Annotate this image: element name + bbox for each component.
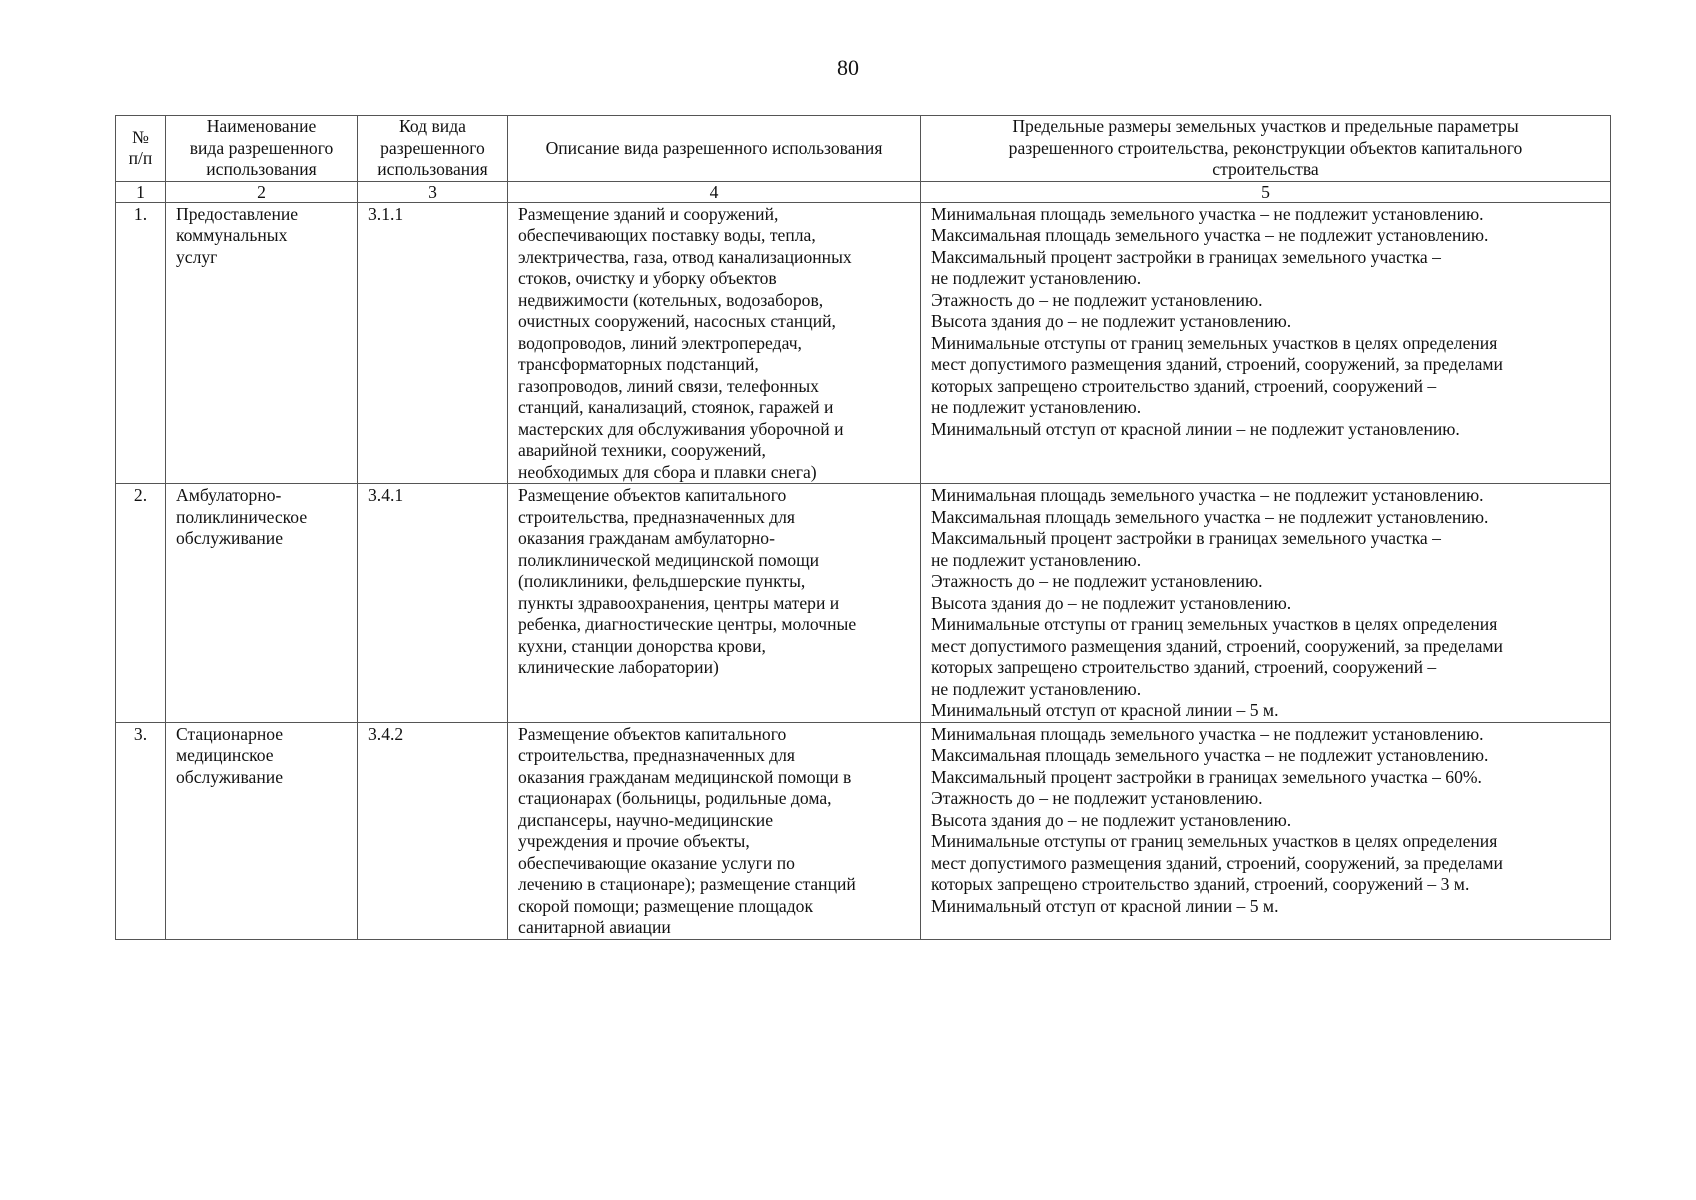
text-line: учреждения и прочие объекты, [518, 831, 750, 851]
text-line: станций, канализаций, стоянок, гаражей и [518, 397, 834, 417]
text-line: строительства [1212, 159, 1319, 179]
usage-code: 3.1.1 [358, 202, 508, 484]
text-line: которых запрещено строительство зданий, строений, сооружений – 3 м. [931, 874, 1470, 894]
text-line: стоков, очистку и уборку объектов [518, 268, 777, 288]
text-line: вида разрешенного [189, 137, 334, 158]
text-line: разрешенного [380, 137, 485, 158]
text-line: трансформаторных подстанций, [518, 354, 759, 374]
text-line: Размещение объектов капитального [518, 723, 787, 744]
text-line: санитарной авиации [518, 917, 671, 937]
text-line: мест допустимого размещения зданий, строений, сооружений, за пределами [931, 354, 1503, 374]
column-number: 4 [508, 181, 921, 202]
text-line: недвижимости (котельных, водозаборов, [518, 289, 824, 310]
text-line: Минимальный отступ от красной линии – 5 м. [931, 895, 1279, 916]
text-line: необходимых для сбора и плавки снега) [518, 461, 817, 482]
text-line: использования [206, 159, 317, 179]
table-row [116, 202, 1611, 484]
usage-limits [921, 484, 1611, 723]
text-line: использования [377, 159, 488, 179]
row-number: 1. [116, 202, 166, 484]
text-line: которых запрещено строительство зданий, строений, сооружений – [931, 657, 1437, 677]
text-line: скорой помощи; размещение площадок [518, 895, 814, 916]
text-line: обеспечивающих поставку воды, тепла, [518, 225, 816, 245]
usage-code: 3.4.1 [358, 484, 508, 723]
text-line: Стационарное [176, 723, 284, 744]
text-line: Максимальный процент застройки в границах земельного участка – 60%. [931, 766, 1482, 787]
text-line: Предельные размеры земельных участков и предельные параметры [1012, 116, 1519, 136]
text-line: Размещение зданий и сооружений, [518, 203, 779, 224]
text-line: оказания гражданам амбулаторно- [518, 528, 775, 548]
text-line: Наименование [206, 116, 317, 136]
column-number: 3 [358, 181, 508, 202]
text-line: медицинское [176, 745, 274, 765]
text-line: услуг [176, 246, 218, 267]
text-line: лечению в стационаре); размещение станций [518, 874, 856, 894]
usage-description [508, 722, 921, 939]
text-line: Максимальный процент застройки в границах земельного участка – [931, 528, 1441, 548]
text-line: разрешенного строительства, реконструкции объектов капитального [1008, 137, 1523, 158]
text-line: Минимальные отступы от границ земельных участков в целях определения [931, 332, 1498, 353]
text-line: № [132, 126, 149, 147]
text-line: Высота здания до – не подлежит установлению. [931, 809, 1292, 830]
text-line: (поликлиники, фельдшерские пункты, [518, 571, 806, 591]
text-line: поликлиническое [176, 506, 308, 527]
usage-description [508, 202, 921, 484]
text-line: Описание вида разрешенного использования [545, 137, 883, 158]
usage-name [166, 484, 358, 723]
text-line: Этажность до – не подлежит установлению. [931, 788, 1263, 808]
text-line: Высота здания до – не подлежит установлению. [931, 592, 1292, 613]
text-line: Максимальная площадь земельного участка – не подлежит установлению. [931, 745, 1489, 765]
text-line: Минимальный отступ от красной линии – не подлежит установлению. [931, 418, 1460, 439]
text-line: оказания гражданам медицинской помощи в [518, 766, 852, 787]
usage-name [166, 202, 358, 484]
usage-name [166, 722, 358, 939]
text-line: п/п [128, 148, 153, 169]
text-line: мастерских для обслуживания уборочной и [518, 418, 844, 439]
text-line: стационарах (больницы, родильные дома, [518, 788, 832, 808]
column-number: 1 [116, 181, 166, 202]
text-line: Минимальная площадь земельного участка – не подлежит установлению. [931, 723, 1484, 744]
text-line: Минимальный отступ от красной линии – 5 м. [931, 700, 1279, 720]
text-line: которых запрещено строительство зданий, строений, сооружений – [931, 375, 1437, 396]
header-usage-description [508, 116, 921, 182]
text-line: обслуживание [176, 766, 283, 787]
header-row [116, 116, 1611, 182]
header-limits [921, 116, 1611, 182]
text-line: электричества, газа, отвод канализационных [518, 246, 852, 267]
text-line: мест допустимого размещения зданий, строений, сооружений, за пределами [931, 852, 1503, 873]
text-line: аварийной техники, сооружений, [518, 440, 766, 460]
text-line: Минимальные отступы от границ земельных участков в целях определения [931, 831, 1498, 851]
text-line: Максимальный процент застройки в границах земельного участка – [931, 246, 1441, 267]
text-line: Этажность до – не подлежит установлению. [931, 571, 1263, 591]
column-number-row [116, 181, 1611, 202]
text-line: клинические лаборатории) [518, 657, 719, 677]
text-line: поликлинической медицинской помощи [518, 549, 820, 570]
text-line: Максимальная площадь земельного участка – не подлежит установлению. [931, 506, 1489, 527]
page-number: 80 [837, 55, 859, 80]
text-line: не подлежит установлению. [931, 678, 1142, 699]
text-line: очистных сооружений, насосных станций, [518, 311, 836, 331]
table-row [116, 722, 1611, 939]
text-line: Минимальная площадь земельного участка – не подлежит установлению. [931, 485, 1484, 505]
usage-description [508, 484, 921, 723]
row-number: 3. [116, 722, 166, 939]
row-number: 2. [116, 484, 166, 723]
usage-limits [921, 202, 1611, 484]
text-line: ребенка, диагностические центры, молочные [518, 614, 857, 634]
text-line: газопроводов, линий связи, телефонных [518, 375, 819, 396]
text-line: обслуживание [176, 528, 283, 548]
text-line: строительства, предназначенных для [518, 506, 795, 527]
text-line: мест допустимого размещения зданий, строений, сооружений, за пределами [931, 635, 1503, 656]
text-line: Этажность до – не подлежит установлению. [931, 289, 1263, 310]
text-line: строительства, предназначенных для [518, 745, 795, 765]
text-line: кухни, станции донорства крови, [518, 635, 766, 656]
table-row [116, 484, 1611, 723]
column-number: 5 [921, 181, 1611, 202]
text-line: Размещение объектов капитального [518, 485, 787, 505]
text-line: не подлежит установлению. [931, 549, 1142, 570]
text-line: водопроводов, линий электропередач, [518, 332, 802, 353]
header-usage-name [166, 116, 358, 182]
header-usage-code [358, 116, 508, 182]
header-number [116, 116, 166, 182]
text-line: не подлежит установлению. [931, 268, 1142, 288]
text-line: Предоставление [176, 203, 299, 224]
text-line: Высота здания до – не подлежит установлению. [931, 311, 1292, 331]
text-line: Код вида [399, 116, 466, 136]
column-number: 2 [166, 181, 358, 202]
usage-code: 3.4.2 [358, 722, 508, 939]
text-line: коммунальных [176, 225, 288, 245]
text-line: Минимальные отступы от границ земельных участков в целях определения [931, 614, 1498, 634]
text-line: диспансеры, научно-медицинские [518, 809, 774, 830]
text-line: Амбулаторно- [176, 485, 282, 505]
text-line: пункты здравоохранения, центры матери и [518, 592, 840, 613]
text-line: Максимальная площадь земельного участка – не подлежит установлению. [931, 225, 1489, 245]
usage-limits [921, 722, 1611, 939]
text-line: обеспечивающие оказание услуги по [518, 852, 795, 873]
text-line: Минимальная площадь земельного участка – не подлежит установлению. [931, 203, 1484, 224]
text-line: не подлежит установлению. [931, 397, 1142, 417]
land-use-regulations-table [115, 115, 1611, 940]
